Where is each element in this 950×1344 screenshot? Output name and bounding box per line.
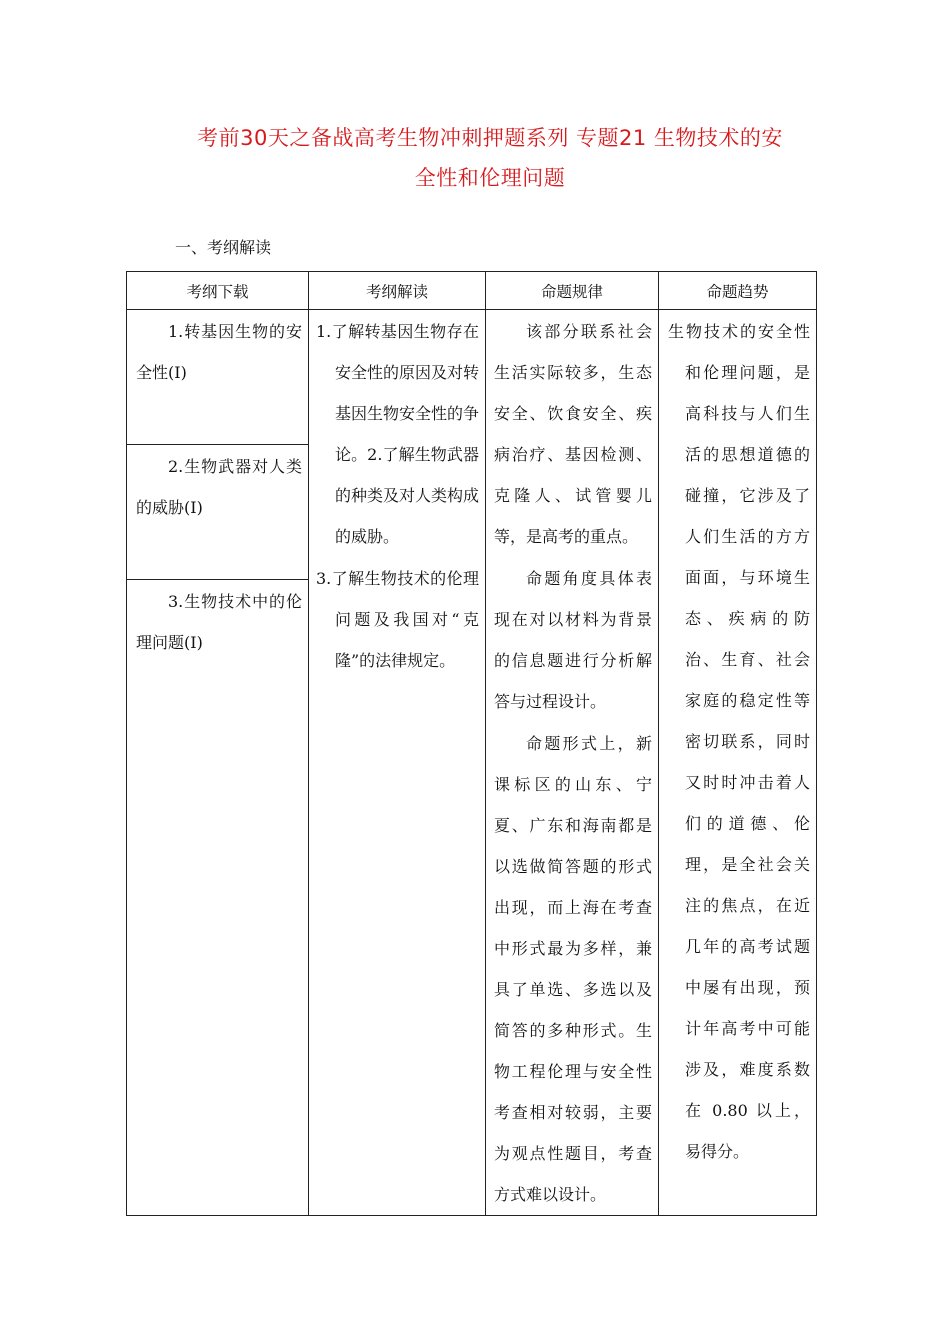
col1-item-1: 1.转基因生物的安全性(I): [127, 310, 308, 445]
col3-cell: [486, 310, 659, 1216]
col4-cell: [659, 310, 817, 1216]
col4-text: 生物技术的安全性和伦理问题，是高科技与人们生活的思想道德的碰撞，它涉及了人们生活的方方面面，与环境生态、疾病的防治、生育、社会家庭的稳定性等密切联系，同时又时时冲击着人们的道德、伦理，是全社会关注的焦点，在近几年的高考试题中屡有出现，预计年高考中可能涉及，难度系数在 0.80 以上，易得分。: [668, 322, 810, 1161]
document-title: [150, 118, 830, 198]
header-question-trend: 命题趋势: [659, 272, 817, 310]
header-syllabus-download: 考纲下载: [127, 272, 309, 310]
header-question-pattern: 命题规律: [486, 272, 659, 310]
table-row: [127, 310, 817, 1216]
col2-item-2: 3.了解生物技术的伦理问题及我国对“克隆”的法律规定。: [316, 569, 479, 670]
section-heading: 一、考纲解读: [175, 238, 272, 257]
header-syllabus-interpretation: 考纲解读: [309, 272, 486, 310]
col3-paragraph-2: 命题角度具体表现在对以材料为背景的信息题进行分析解答与过程设计。: [494, 569, 652, 711]
col1-cell: [127, 310, 309, 1216]
col3-paragraph-3: 命题形式上，新课标区的山东、宁夏、广东和海南都是以选做简答题的形式出现，而上海在考查中形式最为多样，兼具了单选、多选以及简答的多种形式。生物工程伦理与安全性考查相对较弱，主要为观点性题目，考查方式难以设计。: [494, 734, 652, 1204]
col2-cell: [309, 310, 486, 1216]
title-line-1: 考前30天之备战高考生物冲刺押题系列 专题21 生物技术的安: [197, 126, 783, 150]
col2-item-1: 1.了解转基因生物存在安全性的原因及对转基因生物安全性的争论。2.了解生物武器的种类及对人类构成的威胁。: [316, 322, 480, 546]
col1-item-3: 3.生物技术中的伦理问题(I): [136, 592, 302, 652]
col1-item-2: 2.生物武器对人类的威胁(I): [127, 445, 308, 580]
col3-paragraph-1: 该部分联系社会生活实际较多，生态安全、饮食安全、疾病治疗、基因检测、克隆人、试管婴儿等，是高考的重点。: [494, 322, 652, 546]
title-line-2: 全性和伦理问题: [414, 166, 566, 190]
table-header-row: [127, 272, 817, 310]
syllabus-table: [126, 271, 817, 1216]
